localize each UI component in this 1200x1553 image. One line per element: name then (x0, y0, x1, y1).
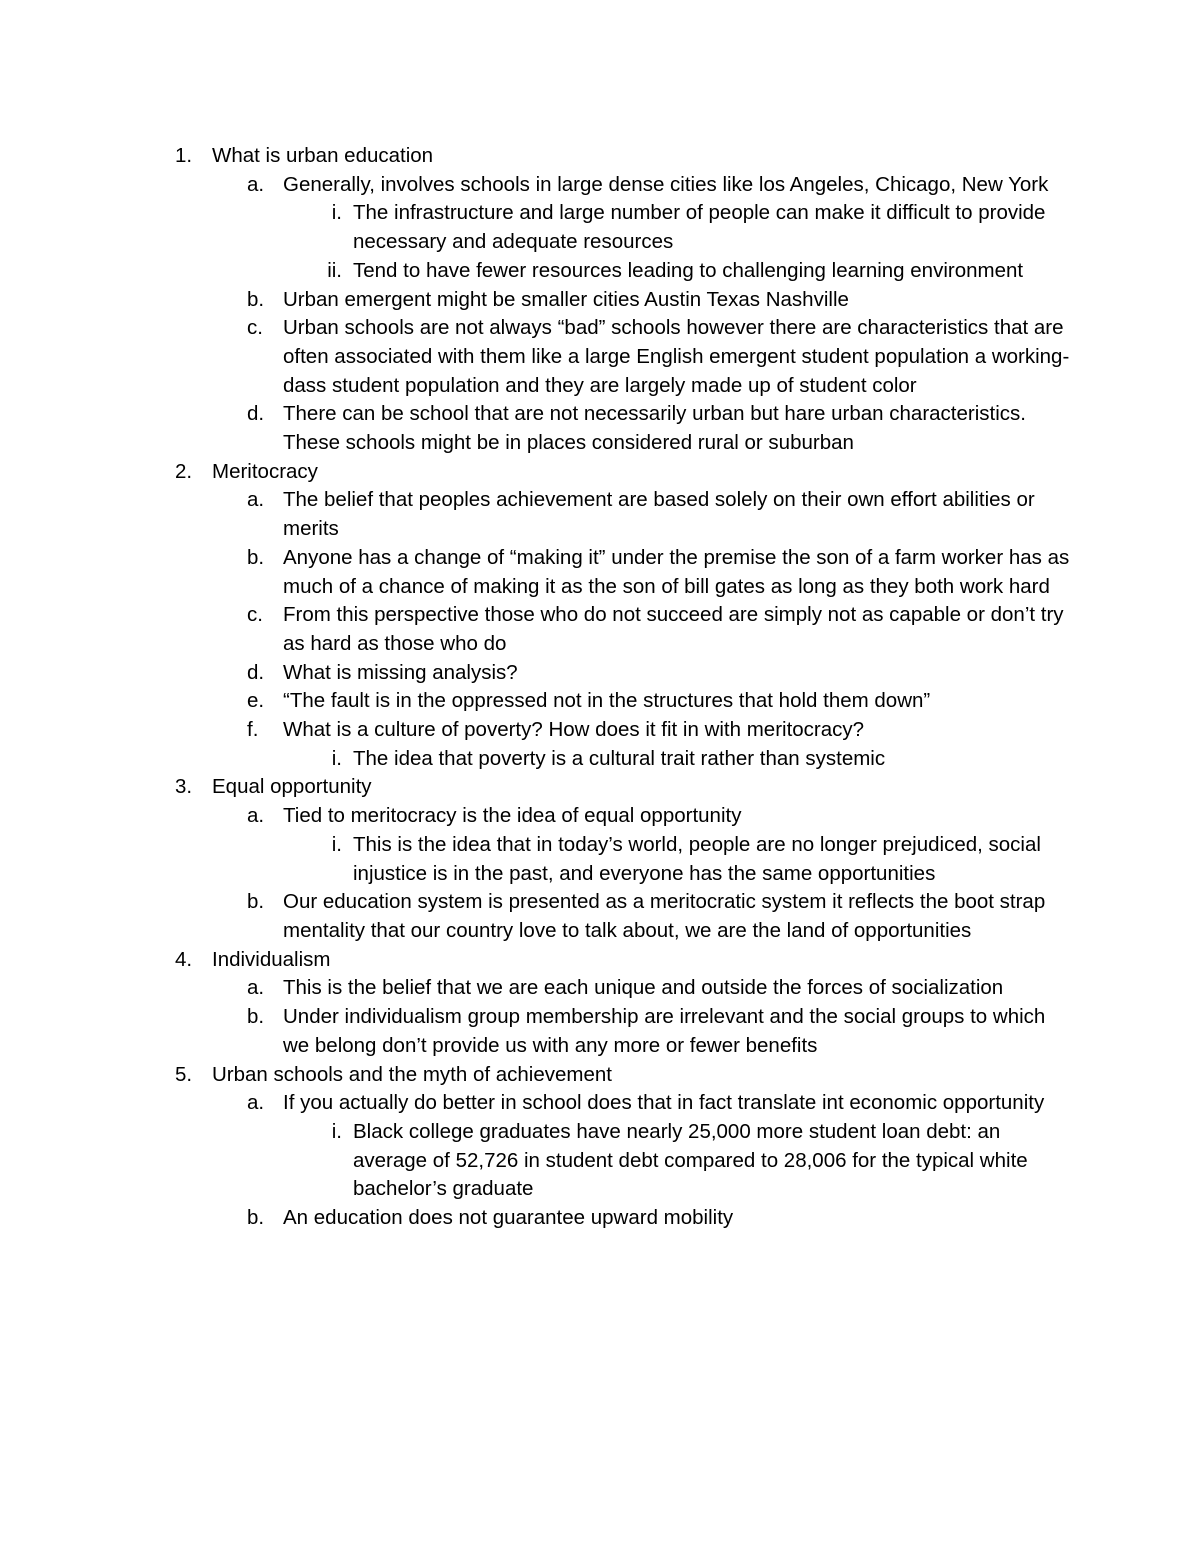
outline-marker: i. (331, 832, 342, 856)
outline-text: There can be school that are not necessarily urban but hare urban characteristics. These schools might be in places considered rural or suburban (283, 402, 1026, 455)
outline-text: From this perspective those who do not succeed are simply not as capable or don’t try as hard as those who do (283, 603, 1064, 655)
outline-subpoint (0, 257, 1200, 286)
outline-text: This is the belief that we are each unique and outside the forces of socialization (283, 976, 1004, 1000)
outline-marker: ii. (327, 258, 342, 282)
outline-point (0, 802, 1200, 831)
outline-point (0, 286, 1200, 315)
outline-point (0, 974, 1200, 1003)
outline-marker: a. (247, 172, 265, 196)
outline-section (0, 142, 1200, 171)
outline-text: Generally, involves schools in large dense cities like los Angeles, Chicago, New York (283, 172, 1049, 196)
outline-text: Individualism (212, 947, 331, 971)
outline-text: Under individualism group membership are irrelevant and the social groups to which we belong don’t provide us with any more or fewer benefits (283, 1005, 1046, 1057)
outline-section (0, 946, 1200, 975)
outline-point (0, 314, 1200, 400)
outline-point (0, 1089, 1200, 1118)
outline-point (0, 888, 1200, 945)
outline-point (0, 1204, 1200, 1233)
outline-marker: 4. (175, 947, 193, 971)
outline-text: What is urban education (212, 144, 434, 167)
outline-text: What is missing analysis? (283, 660, 518, 684)
outline-text: Black college graduates have nearly 25,000 more student loan debt: an average of 52,726 in student debt compared to 28,006 for the typical white bachelor’s graduate (353, 1119, 1028, 1201)
outline-marker: 1. (175, 144, 193, 167)
outline-text: An education does not guarantee upward mobility (283, 1206, 734, 1230)
outline-point (0, 486, 1200, 543)
outline-marker: f. (247, 718, 259, 742)
outline-marker: 2. (175, 459, 193, 483)
outline-marker: i. (331, 746, 342, 770)
outline-text: Meritocracy (212, 459, 318, 483)
outline-text: “The fault is in the oppressed not in the structures that hold them down” (283, 689, 931, 713)
outline-marker: c. (247, 316, 263, 340)
outline-marker: d. (247, 660, 265, 684)
outline-marker: i. (331, 1119, 342, 1143)
outline-marker: b. (247, 545, 265, 569)
outline-marker: b. (247, 890, 265, 914)
outline-text: What is a culture of poverty? How does it fit in with meritocracy? (283, 718, 865, 742)
outline-text: Tend to have fewer resources leading to challenging learning environment (353, 258, 1024, 282)
outline-marker: a. (247, 1091, 265, 1115)
outline-marker: c. (247, 603, 263, 627)
outline-marker: e. (247, 689, 265, 713)
outline-marker: d. (247, 402, 265, 426)
outline-point (0, 1003, 1200, 1060)
outline-text: Urban schools are not always “bad” schools however there are characteristics that are often associated with them like a large English emergent student population a working-dass student population and they are largely made up of student color (283, 316, 1070, 397)
outline-marker: i. (331, 201, 342, 225)
outline-point (0, 601, 1200, 658)
outline-subpoint (0, 199, 1200, 256)
outline-marker: a. (247, 804, 265, 828)
outline-subpoint (0, 831, 1200, 888)
outline-point (0, 400, 1200, 457)
outline-point (0, 716, 1200, 745)
outline-marker: a. (247, 976, 265, 1000)
outline-marker: b. (247, 1206, 265, 1230)
outline-text: If you actually do better in school does that in fact translate int economic opportunity (283, 1091, 1045, 1115)
outline-text: Anyone has a change of “making it” under the premise the son of a farm worker has as much of a chance of making it as the son of bill gates as long as they both work hard (283, 545, 1070, 598)
outline-section (0, 1061, 1200, 1090)
outline-text: The belief that peoples achievement are based solely on their own effort abilities or merits (283, 488, 1035, 541)
outline-text: Urban emergent might be smaller cities Austin Texas Nashville (283, 287, 849, 311)
outline-point (0, 687, 1200, 716)
outline-point (0, 659, 1200, 688)
outline-marker: 3. (175, 775, 193, 799)
outline-text: Equal opportunity (212, 775, 372, 799)
outline-marker: b. (247, 1005, 265, 1029)
outline-marker: b. (247, 287, 265, 311)
outline-point (0, 171, 1200, 200)
outline-subpoint (0, 745, 1200, 774)
outline-text: Our education system is presented as a meritocratic system it reflects the boot strap mentality that our country love to talk about, we are the land of opportunities (283, 890, 1046, 942)
outline-text: The idea that poverty is a cultural trait rather than systemic (353, 746, 886, 770)
outline-section (0, 773, 1200, 802)
outline-section (0, 458, 1200, 487)
outline-text: This is the idea that in today’s world, people are no longer prejudiced, social injustice is in the past, and everyone has the same opportunities (353, 832, 1041, 885)
outline-subpoint (0, 1118, 1200, 1204)
outline-point (0, 544, 1200, 601)
outline-marker: 5. (175, 1062, 193, 1086)
outline-text: Tied to meritocracy is the idea of equal opportunity (283, 804, 742, 828)
outline-marker: a. (247, 488, 265, 512)
outline-list (0, 142, 1200, 1233)
outline-text: The infrastructure and large number of people can make it difficult to provide necessary and adequate resources (353, 201, 1046, 254)
outline-text: Urban schools and the myth of achievement (212, 1062, 612, 1086)
